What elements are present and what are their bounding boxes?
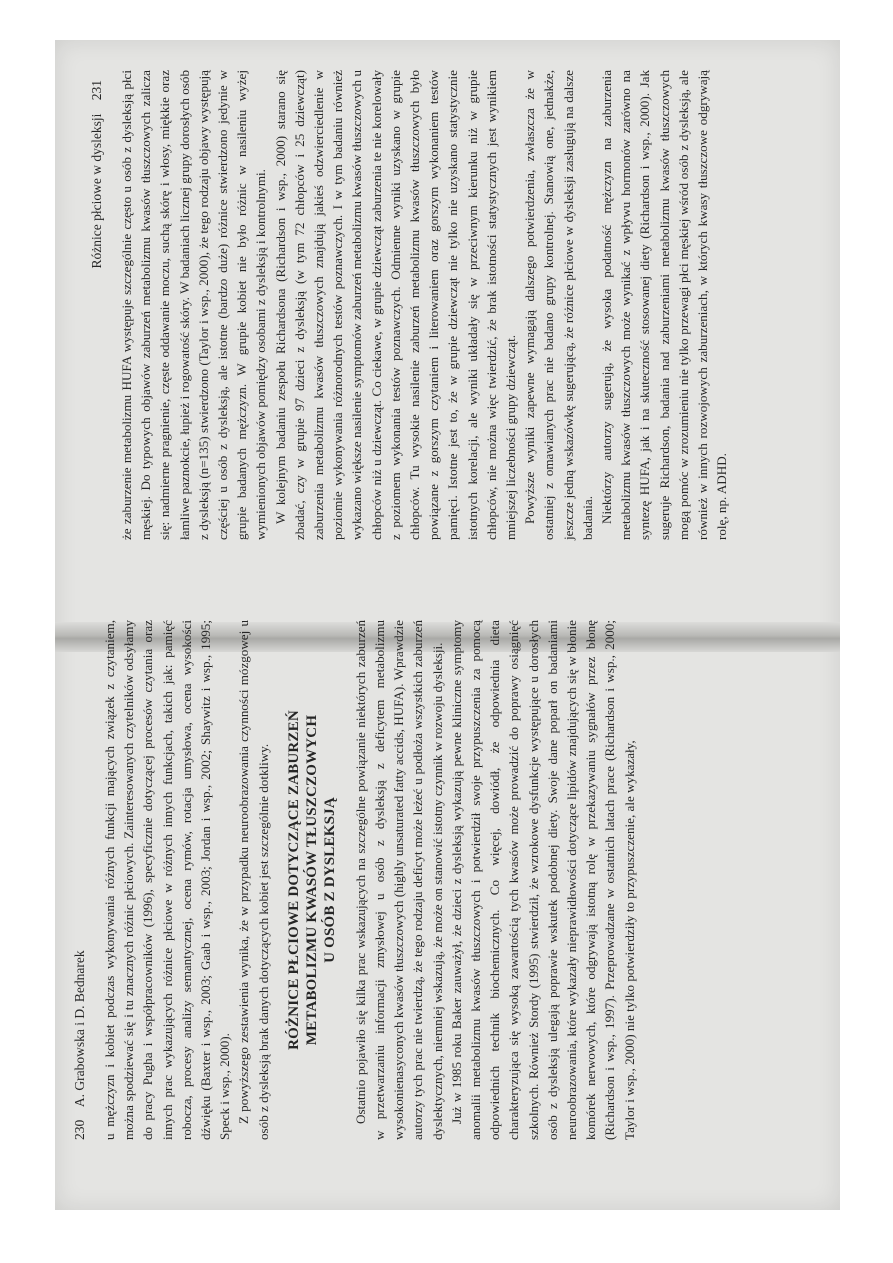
right-paragraph-4: Niektórzy autorzy sugerują, że wysoka podatność mężczyzn na zaburzenia metabolizmu kwasów tłuszczowych może wynikać z wpływu hormonów zarówno na syntezę HUFA, jak i na skuteczność stosowanej diety (Richardson i wsp., 2000). Jak sugeruje Richardson, badania nad zaburzeniami metabolizmu kwasów tłuszczowych mogą pomóc w zrozumieniu nie tylko przewagi płci męskiej wśród osób z dysleksją, ale również w innych rozwojowych zaburzeniach, w których kwasy tłuszczowe odgrywają rolę, np. ADHD. bbox=[599, 70, 730, 540]
left-running-head: A. Grabowska i D. Bednarek bbox=[72, 950, 87, 1108]
section-title-line-2: METABOLIZMU KWASÓW TŁUSZCZOWYCH bbox=[303, 714, 320, 1046]
section-title bbox=[285, 620, 339, 1140]
right-page bbox=[87, 70, 777, 540]
section-title-line-1: RÓŻNICE PŁCIOWE DOTYCZĄCE ZABURZEŃ bbox=[285, 710, 302, 1050]
left-paragraph-1: u mężczyzn i kobiet podczas wykonywania różnych funkcji mających związek z czytaniem, można spodziewać się i tu znacznych różnic płciowych. Zainteresowanych czytelników odsyłamy do pracy Pugha i współpracowników (1996), specyficznie dotyczącej procesów czytania oraz innych prac wykazujących różnice płciowe w różnych innych funkcjach, takich jak: pamięć robocza, procesy analizy semantycznej, ocena rymów, rotacja umysłowa, ocena wysokości dźwięku (Baxter i wsp., 2003; Gaab i wsp., 2003; Jordan i wsp., 2002; Shaywitz i wsp., 1995; Speck i wsp., 2000). bbox=[102, 620, 233, 1140]
left-paragraph-2: Z powyższego zestawienia wynika, że w przypadku neuroobrazowania czynności mózgowej u osób z dysleksją brak danych dotyczących kobiet jest szczególnie dotkliwy. bbox=[236, 620, 271, 1140]
right-running-head: Różnice płciowe w dysleksji bbox=[89, 113, 104, 269]
right-paragraph-2: W kolejnym badaniu zespołu Richardsona (Richardson i wsp., 2000) starano się zbadać, czy w grupie 97 dzieci z dysleksją (w tym 72 chłopców i 25 dziewcząt) zaburzenia metabolizmu kwasów tłuszczowych znajdują jakieś odzwierciedlenie w poziomie wykonywania różnorodnych testów poznawczych. I w tym badaniu również wykazano większe nasilenie symptomów zaburzeń metabolizmu kwasów tłuszczowych u chłopców niż u dziewcząt. Co ciekawe, w grupie dziewcząt zaburzenia te nie korelowały z poziomem wykonania testów poznawczych. Odmienne wyniki uzyskano w grupie chłopców. Tu wysokie nasilenie zaburzeń metabolizmu kwasów tłuszczowych było powiązane z gorszym czytaniem i literowaniem oraz gorszym wykonaniem testów pamięci. Istotne jest to, że w grupie dziewcząt nie tylko nie uzyskano statystycznie istotnych korelacji, ale wyniki układały się w przeciwnym kierunku niż w grupie chłopców, nie można więc twierdzić, że brak istotności statystycznych jest wynikiem mniejszej liczebności grupy dziewcząt. bbox=[272, 70, 519, 540]
left-paragraph-3: Ostatnio pojawiło się kilka prac wskazujących na szczególne powiązanie niektórych zaburzeń w przetwarzaniu informacji zmysłowej u osób z dysleksją z deficytem metabolizmu wysokonienasyconych kwasów tłuszczowych (highly unsaturated fatty accids, HUFA). Wprawdzie autorzy tych prac nie twierdzą, że tego rodzaju deficyt może leżeć u podłoża wszystkich zaburzeń dyslektycznych, niemniej wskazują, że może on stanowić istotny czynnik w rozwoju dysleksji. bbox=[352, 620, 445, 1140]
right-paragraph-3: Powyższe wyniki zapewne wymagają dalszego potwierdzenia, zwłaszcza że w ostatniej z omawianych prac nie badano grupy kontrolnej. Stanowią one, jednakże, jeszcze jedną wskazówkę sugerującą, że różnice płciowe w dysleksji zasługują na dalsze badania. bbox=[522, 70, 595, 540]
left-page bbox=[70, 620, 637, 1140]
left-page-number: 230 bbox=[72, 1119, 87, 1140]
section-title-line-3: U OSÓB Z DYSLEKSJĄ bbox=[321, 797, 338, 963]
right-page-header bbox=[87, 70, 107, 540]
right-page-number: 231 bbox=[89, 80, 104, 101]
left-paragraph-4: Już w 1985 roku Baker zauważył, że dzieci z dysleksją wykazują pewne kliniczne symptomy anomalii metabolizmu kwasów tłuszczowych i potwierdził swoje przypuszczenia za pomocą odpowiednich technik biochemicznych. Co więcej, dowiódł, że odpowiednia dieta charakteryzująca się wysoką zawartością tych kwasów może prowadzić do poprawy osiągnięć szkolnych. Również Stordy (1995) stwierdził, że wzrokowe dysfunkcje występujące u dorosłych osób z dysleksją ulegają poprawie wskutek podobnej diety. Swoje dane poparł on badaniami neuroobrazowania, które wykazały nieprawidłowości dotyczące lipidów znajdujących się w błonie komórek nerwowych, które odgrywają istotną rolę w przekazywaniu sygnałów przez błonę (Richardson i wsp., 1997). Przeprowadzane w ostatnich latach prace (Richardson i wsp., 2000; Taylor i wsp., 2000) nie tylko potwierdziły to przypuszczenie, ale wykazały, bbox=[448, 620, 637, 1140]
left-page-header bbox=[70, 620, 90, 1140]
right-paragraph-1: że zaburzenie metabolizmu HUFA występuje szczególnie często u osób z dysleksją płci męskiej. Do typowych objawów zaburzeń metabolizmu kwasów tłuszczowych zalicza się: nadmierne pragnienie, częste oddawanie moczu, suchą skórę i włosy, miękkie oraz łamliwe paznokcie, łupież i rogowatość skóry. W badaniach licznej grupy dorosłych osób z dysleksją (n=135) stwierdzono (Taylor i wsp., 2000), że tego rodzaju objawy występują częściej u osób z dysleksją, ale istotne (bardzo duże) różnice stwierdzono jedynie w grupie badanych mężczyzn. W grupie kobiet nie było różnic w nasileniu wyżej wymienionych objawów pomiędzy osobami z dysleksją i kontrolnymi. bbox=[119, 70, 269, 540]
